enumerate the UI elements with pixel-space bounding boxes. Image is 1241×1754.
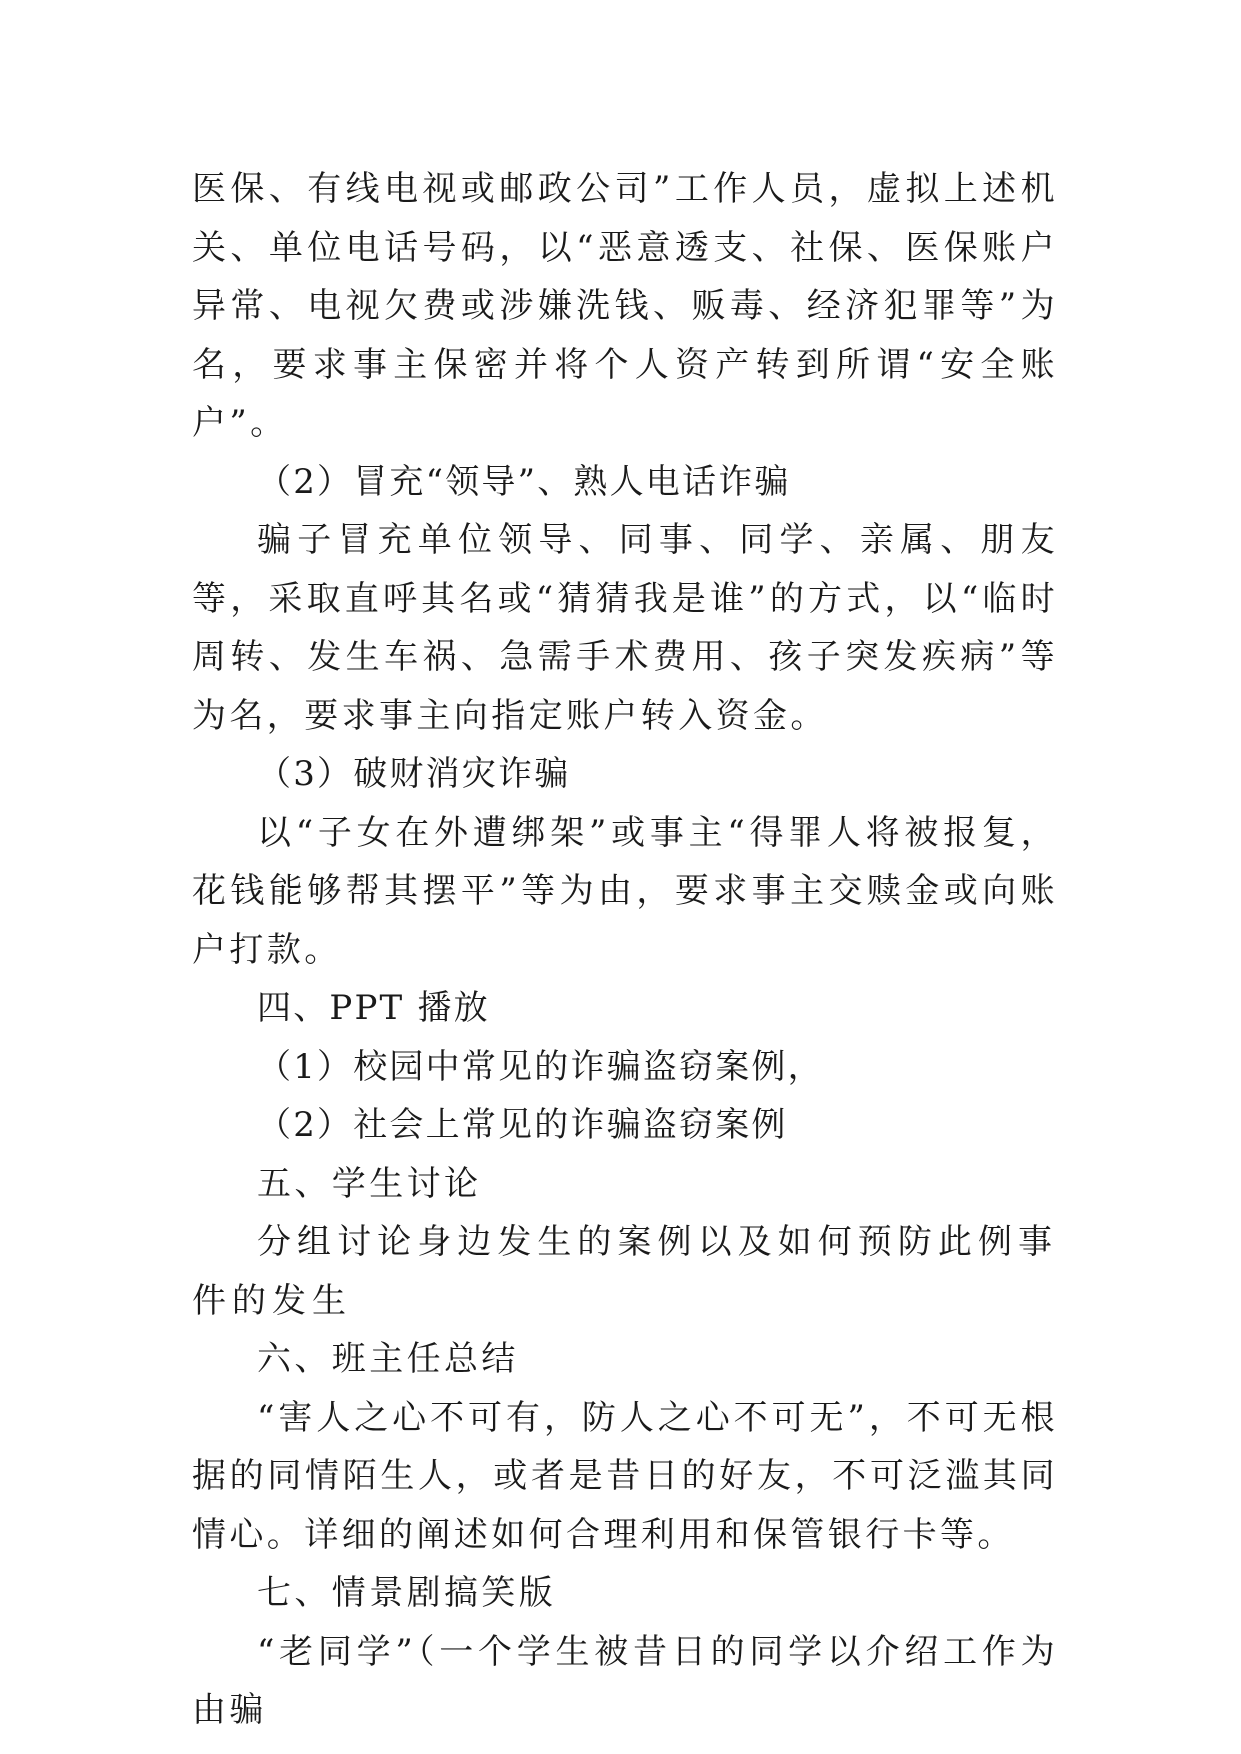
body-paragraph-5: “害人之心不可有，防人之心不可无”，不可无根据的同情陌生人，或者是昔日的好友，不可泛滥其同情心。详细的阐述如何合理利用和保管银行卡等。 [192, 1397, 1058, 1555]
body-paragraph-1: 医保、有线电视或邮政公司”工作人员，虚拟上述机关、单位电话号码，以“恶意透支、社保、医保账户异常、电视欠费或涉嫌洗钱、贩毒、经济犯罪等”为名，要求事主保密并将个人资产转到所谓“安全账户”。 [192, 169, 1058, 443]
list-item-campus-cases: （1）校园中常见的诈骗盗窃案例， [257, 1046, 824, 1087]
section-heading-discussion: 五、学生讨论 [257, 1163, 482, 1204]
section-heading-summary: 六、班主任总结 [257, 1339, 519, 1379]
section-heading-skit: 七、情景剧搞笑版 [257, 1573, 557, 1613]
document-page [192, 160, 1058, 1740]
section-heading-ppt: 四、PPT 播放 [257, 988, 490, 1028]
subheading-disaster-fraud: （3）破财消灾诈骗 [257, 754, 571, 794]
body-paragraph-2: 骗子冒充单位领导、同事、同学、亲属、朋友等，采取直呼其名或“猜猜我是谁”的方式，以“临时周转、发生车祸、急需手术费用、孩子突发疾病”等为名，要求事主向指定账户转入资金。 [192, 520, 1058, 736]
subheading-leader-impersonation: （2）冒充“领导”、熟人电话诈骗 [257, 461, 791, 502]
list-item-society-cases: （2）社会上常见的诈骗盗窃案例 [257, 1105, 788, 1145]
body-paragraph-6: “老同学”（一个学生被昔日的同学以介绍工作为由骗 [192, 1631, 1058, 1730]
body-paragraph-3: 以“子女在外遭绑架”或事主“得罪人将被报复，花钱能够帮其摆平”等为由，要求事主交赎金或向账户打款。 [192, 812, 1058, 970]
body-paragraph-4: 分组讨论身边发生的案例以及如何预防此例事件的发生 [192, 1222, 1058, 1321]
